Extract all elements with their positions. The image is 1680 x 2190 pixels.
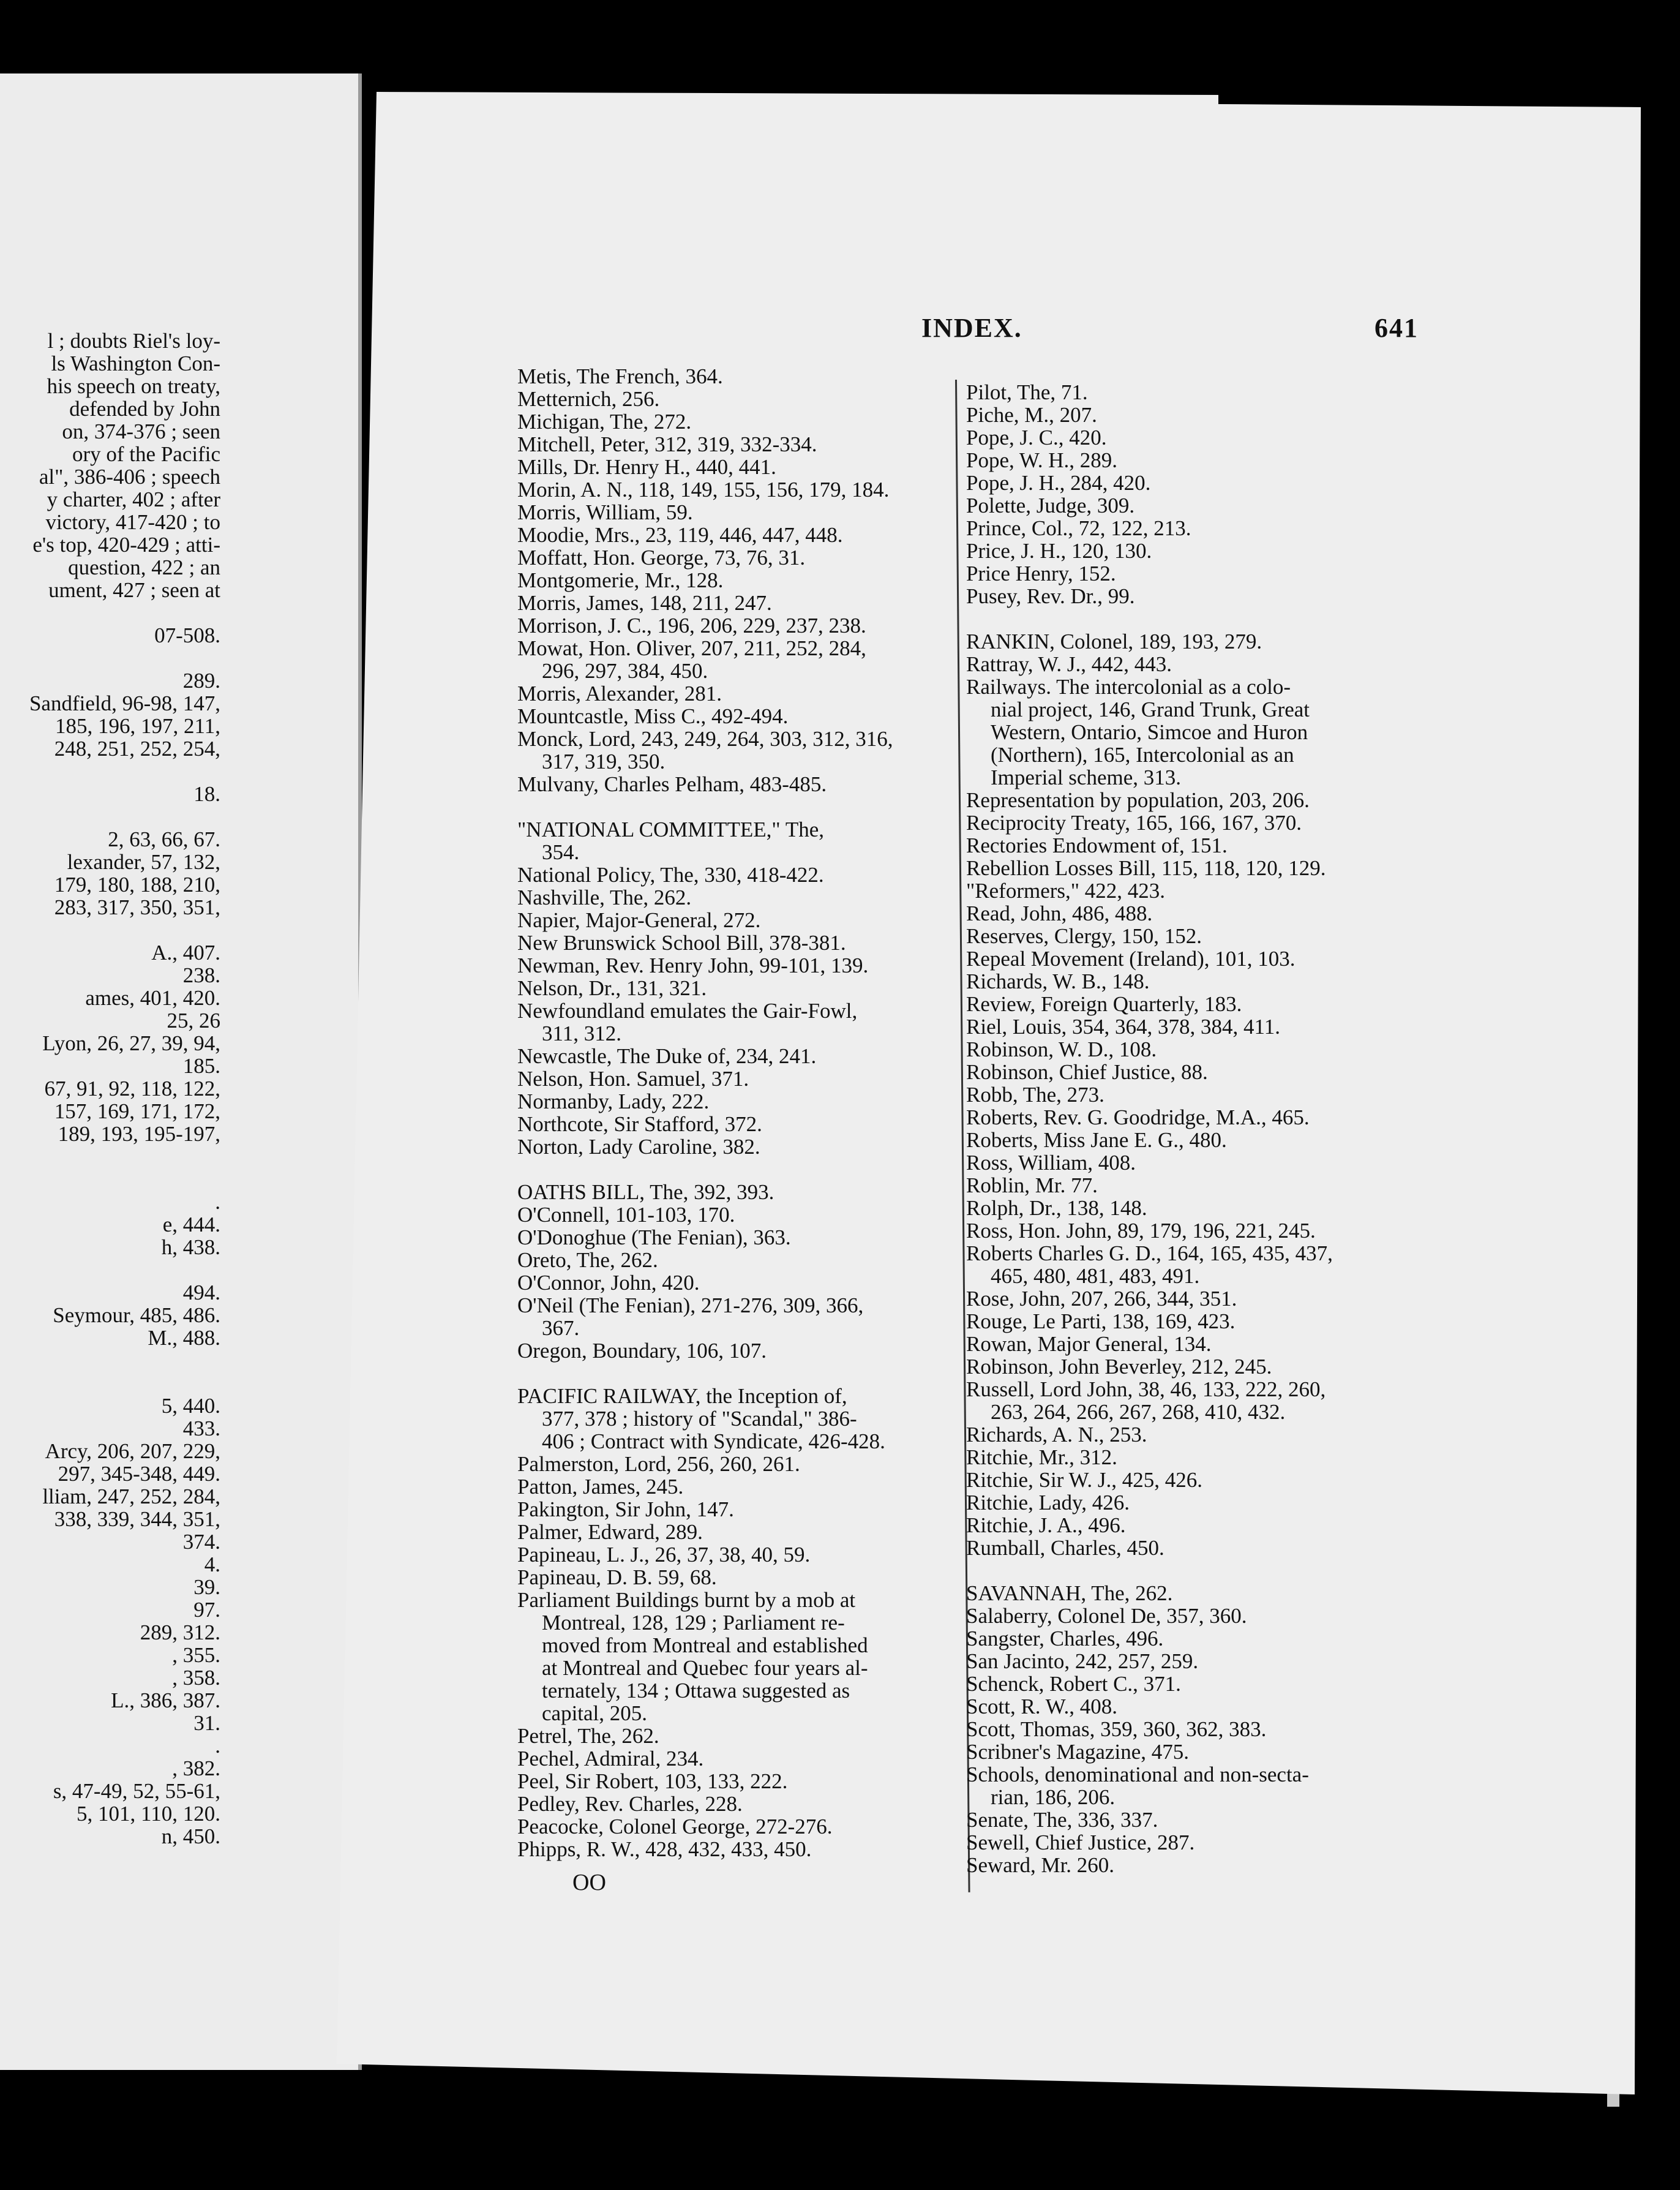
previous-page-line (0, 1349, 220, 1372)
previous-page-line: 189, 193, 195-197, (58, 1122, 220, 1146)
index-entry: Norton, Lady Caroline, 382. (517, 1135, 760, 1159)
index-entry: Morin, A. N., 118, 149, 155, 156, 179, 184. (517, 478, 890, 502)
index-entry: Polette, Judge, 309. (966, 494, 1135, 517)
index-entry: Richards, W. B., 148. (966, 969, 1150, 993)
previous-page (0, 73, 362, 2070)
previous-page-line: 157, 169, 171, 172, (54, 1099, 220, 1123)
index-entry: Price Henry, 152. (966, 562, 1116, 585)
index-entry: Morris, Alexander, 281. (517, 682, 722, 706)
index-entry: Roberts, Rev. G. Goodridge, M.A., 465. (966, 1105, 1310, 1129)
index-entry: Sangster, Charles, 496. (966, 1627, 1164, 1650)
index-entry-continuation: Imperial scheme, 313. (991, 766, 1182, 789)
index-entry-continuation: 263, 264, 266, 267, 268, 410, 432. (991, 1400, 1286, 1424)
previous-page-line: 18. (193, 782, 220, 806)
previous-page-line: 374. (182, 1530, 220, 1554)
index-entry: O'Donoghue (The Fenian), 363. (517, 1225, 791, 1249)
index-entry: Palmerston, Lord, 256, 260, 261. (517, 1452, 800, 1476)
index-entry-continuation: 296, 297, 384, 450. (542, 659, 708, 683)
index-entry-continuation: capital, 205. (542, 1701, 648, 1725)
previous-page-line: 248, 251, 252, 254, (54, 737, 220, 761)
index-entry: Michigan, The, 272. (517, 410, 692, 434)
index-entry: Rebellion Losses Bill, 115, 118, 120, 129. (966, 856, 1326, 880)
previous-page-line: lliam, 247, 252, 284, (42, 1484, 220, 1508)
index-entry: O'Connell, 101-103, 170. (517, 1203, 735, 1227)
index-entry: Review, Foreign Quarterly, 183. (966, 992, 1242, 1016)
index-entry: Ross, William, 408. (966, 1151, 1136, 1175)
previous-page-line: 07-508. (154, 623, 220, 647)
index-entry: Oregon, Boundary, 106, 107. (517, 1339, 767, 1363)
previous-page-line: 67, 91, 92, 118, 122, (44, 1077, 220, 1101)
index-entry: Rouge, Le Parti, 138, 169, 423. (966, 1309, 1236, 1333)
index-entry: Salaberry, Colonel De, 357, 360. (966, 1604, 1247, 1628)
previous-page-line (0, 1168, 220, 1191)
index-entry: National Policy, The, 330, 418-422. (517, 863, 824, 887)
index-entry-continuation: (Northern), 165, Intercolonial as an (991, 743, 1294, 767)
index-entry: Sewell, Chief Justice, 287. (966, 1831, 1195, 1854)
previous-page-line: his speech on treaty, (47, 374, 220, 398)
previous-page-line (0, 760, 220, 783)
previous-page-line: victory, 417-420 ; to (45, 510, 220, 534)
index-entry: Morrison, J. C., 196, 206, 229, 237, 238. (517, 614, 866, 638)
index-entry: Pope, W. H., 289. (966, 448, 1117, 472)
section-gap (517, 1362, 893, 1385)
index-entry: Moodie, Mrs., 23, 119, 446, 447, 448. (517, 523, 843, 547)
index-entry-continuation: 354. (542, 840, 580, 864)
index-entry: Price, J. H., 120, 130. (966, 539, 1152, 563)
index-entry: Morris, James, 148, 211, 247. (517, 591, 772, 615)
page-number: 641 (1374, 313, 1419, 343)
index-entry: Scott, Thomas, 359, 360, 362, 383. (966, 1717, 1267, 1741)
index-entry: RANKIN, Colonel, 189, 193, 279. (966, 630, 1262, 653)
index-entry: Roberts, Miss Jane E. G., 480. (966, 1128, 1227, 1152)
previous-page-line (0, 1259, 220, 1281)
page-title: INDEX. (921, 313, 1022, 343)
index-entry: Piche, M., 207. (966, 403, 1097, 427)
index-entry: Mountcastle, Miss C., 492-494. (517, 704, 789, 728)
previous-page-line: 5, 440. (161, 1394, 220, 1418)
index-entry: "NATIONAL COMMITTEE," The, (517, 818, 825, 841)
index-entry: Patton, James, 245. (517, 1475, 684, 1499)
index-entry: Read, John, 486, 488. (966, 901, 1153, 925)
previous-page-line: 97. (193, 1598, 220, 1622)
previous-page-line: lexander, 57, 132, (67, 850, 220, 874)
previous-page-line: 2, 63, 66, 67. (108, 827, 220, 851)
index-entry: Nelson, Dr., 131, 321. (517, 976, 707, 1000)
index-entry: Pope, J. H., 284, 420. (966, 471, 1151, 495)
section-gap (517, 796, 893, 818)
previous-page-line: 185. (182, 1054, 220, 1078)
index-entry: Rolph, Dr., 138, 148. (966, 1196, 1147, 1220)
index-entry: Senate, The, 336, 337. (966, 1808, 1158, 1832)
index-entry: Napier, Major-General, 272. (517, 908, 761, 932)
index-entry: Palmer, Edward, 289. (517, 1520, 703, 1544)
index-entry: Repeal Movement (Ireland), 101, 103. (966, 947, 1296, 971)
index-entry: Richards, A. N., 253. (966, 1423, 1147, 1447)
index-entry: Newfoundland emulates the Gair-Fowl, (517, 999, 858, 1023)
index-entry: Roberts Charles G. D., 164, 165, 435, 437, (966, 1241, 1333, 1265)
index-entry: Moffatt, Hon. George, 73, 76, 31. (517, 546, 806, 570)
previous-page-line: e, 444. (162, 1213, 220, 1236)
index-entry: O'Connor, John, 420. (517, 1271, 700, 1295)
index-entry: Schools, denominational and non-secta- (966, 1763, 1309, 1786)
index-entry: Pope, J. C., 420. (966, 426, 1107, 450)
previous-page-line: y charter, 402 ; after (47, 487, 220, 511)
index-entry: Mulvany, Charles Pelham, 483-485. (517, 772, 827, 796)
index-entry: Robb, The, 273. (966, 1083, 1104, 1107)
previous-page-line: ames, 401, 420. (85, 986, 220, 1010)
index-entry: Reserves, Clergy, 150, 152. (966, 924, 1202, 948)
index-entry: Mills, Dr. Henry H., 440, 441. (517, 455, 776, 479)
index-entry-continuation: 465, 480, 481, 483, 491. (991, 1264, 1200, 1288)
index-entry: Robinson, Chief Justice, 88. (966, 1060, 1208, 1084)
index-entry-continuation: 406 ; Contract with Syndicate, 426-428. (542, 1429, 885, 1453)
index-entry-continuation: at Montreal and Quebec four years al- (542, 1656, 868, 1680)
previous-page-line (0, 601, 220, 624)
previous-page-line: h, 438. (161, 1235, 220, 1259)
index-entry: Nelson, Hon. Samuel, 371. (517, 1067, 749, 1091)
previous-page-line: , 355. (172, 1643, 220, 1667)
previous-page-line: al", 386-406 ; speech (39, 465, 220, 489)
index-entry: Morris, William, 59. (517, 500, 693, 524)
index-entry: Phipps, R. W., 428, 432, 433, 450. (517, 1837, 812, 1861)
index-entry: Newman, Rev. Henry John, 99-101, 139. (517, 954, 869, 977)
index-entry: Rowan, Major General, 134. (966, 1332, 1212, 1356)
index-entry: Ritchie, Sir W. J., 425, 426. (966, 1468, 1202, 1492)
previous-page-line: l ; doubts Riel's loy- (47, 329, 220, 353)
index-entry: Ross, Hon. John, 89, 179, 196, 221, 245. (966, 1219, 1316, 1243)
index-entry: Prince, Col., 72, 122, 213. (966, 516, 1191, 540)
index-entry: Pusey, Rev. Dr., 99. (966, 584, 1135, 608)
previous-page-line: . (215, 1734, 220, 1758)
previous-page-line: n, 450. (161, 1824, 220, 1848)
previous-page-line (0, 647, 220, 669)
index-entry: Metternich, 256. (517, 387, 660, 411)
previous-page-line: . (215, 1190, 220, 1214)
previous-page-line: 338, 339, 344, 351, (54, 1507, 220, 1531)
index-entry: Papineau, D. B. 59, 68. (517, 1565, 717, 1589)
previous-page-line: 238. (182, 963, 220, 987)
previous-page-line (0, 1372, 220, 1394)
index-entry: Pechel, Admiral, 234. (517, 1747, 704, 1770)
previous-page-line: L., 386, 387. (111, 1688, 220, 1712)
previous-page-line (0, 1145, 220, 1168)
index-entry: Peacocke, Colonel George, 272-276. (517, 1815, 833, 1838)
index-entry: Nashville, The, 262. (517, 886, 692, 909)
index-entry: Roblin, Mr. 77. (966, 1173, 1098, 1197)
previous-page-line: 31. (193, 1711, 220, 1735)
previous-page-line: defended by John (69, 397, 220, 421)
previous-page-line: Seymour, 485, 486. (53, 1303, 220, 1327)
index-entry: Newcastle, The Duke of, 234, 241. (517, 1044, 817, 1068)
previous-page-line: 185, 196, 197, 211, (55, 714, 220, 738)
index-entry: San Jacinto, 242, 257, 259. (966, 1649, 1199, 1673)
index-entry-continuation: 377, 378 ; history of "Scandal," 386- (542, 1407, 857, 1431)
index-entry: Robinson, W. D., 108. (966, 1037, 1157, 1061)
index-entry: Papineau, L. J., 26, 37, 38, 40, 59. (517, 1543, 811, 1567)
previous-page-line (0, 805, 220, 828)
index-entry: Petrel, The, 262. (517, 1724, 659, 1748)
previous-page-line: 289. (182, 669, 220, 693)
index-entry: Rattray, W. J., 442, 443. (966, 652, 1172, 676)
section-gap (517, 1158, 893, 1181)
previous-page-line: 39. (193, 1575, 220, 1599)
index-entry: Riel, Louis, 354, 364, 378, 384, 411. (966, 1015, 1281, 1039)
index-entry: Schenck, Robert C., 371. (966, 1672, 1181, 1696)
index-entry-continuation: 311, 312. (542, 1022, 621, 1045)
index-entry-continuation: 317, 319, 350. (542, 750, 666, 773)
index-entry: OATHS BILL, The, 392, 393. (517, 1180, 774, 1204)
index-entry: Northcote, Sir Stafford, 372. (517, 1112, 762, 1136)
index-column-right (966, 381, 1333, 1876)
index-entry: Russell, Lord John, 38, 46, 133, 222, 260, (966, 1377, 1326, 1401)
index-entry: Rectories Endowment of, 151. (966, 833, 1228, 857)
index-entry-continuation: moved from Montreal and established (542, 1633, 868, 1657)
previous-page-line: ument, 427 ; seen at (48, 578, 220, 602)
previous-page-line: Sandfield, 96-98, 147, (29, 691, 220, 715)
previous-page-line: question, 422 ; an (68, 555, 220, 579)
previous-page-text (0, 329, 220, 1848)
index-entry-continuation: Western, Ontario, Simcoe and Huron (991, 720, 1308, 744)
index-entry: Peel, Sir Robert, 103, 133, 222. (517, 1769, 788, 1793)
previous-page-line: 25, 26 (167, 1009, 220, 1033)
index-entry: Representation by population, 203, 206. (966, 788, 1310, 812)
index-entry: "Reformers," 422, 423. (966, 879, 1166, 903)
index-entry: O'Neil (The Fenian), 271-276, 309, 366, (517, 1293, 864, 1317)
previous-page-line: Arcy, 206, 207, 229, (45, 1439, 220, 1463)
previous-page-line: 289, 312. (140, 1620, 220, 1644)
previous-page-line: M., 488. (148, 1326, 220, 1350)
previous-page-line: 179, 180, 188, 210, (54, 873, 220, 897)
index-entry: Metis, The French, 364. (517, 364, 723, 388)
index-entry: Pilot, The, 71. (966, 380, 1088, 404)
previous-page-line: ory of the Pacific (72, 442, 220, 466)
index-entry: Pakington, Sir John, 147. (517, 1497, 734, 1521)
previous-page-line: on, 374-376 ; seen (62, 420, 220, 443)
index-entry: Scott, R. W., 408. (966, 1695, 1117, 1718)
previous-page-line: 297, 345-348, 449. (58, 1462, 220, 1486)
previous-page-line (0, 919, 220, 941)
index-entry: Mowat, Hon. Oliver, 207, 211, 252, 284, (517, 636, 866, 660)
index-entry-continuation: nial project, 146, Grand Trunk, Great (991, 698, 1310, 721)
previous-page-line: 4. (204, 1552, 220, 1576)
previous-page-line: e's top, 420-429 ; atti- (32, 533, 220, 557)
index-column-left (517, 365, 893, 1861)
index-entry: Railways. The intercolonial as a colo- (966, 675, 1291, 699)
index-entry: New Brunswick School Bill, 378-381. (517, 931, 846, 955)
index-entry: Pedley, Rev. Charles, 228. (517, 1792, 743, 1816)
signature-mark: OO (572, 1870, 606, 1895)
previous-page-line: s, 47-49, 52, 55-61, (53, 1779, 220, 1803)
previous-page-line: , 382. (172, 1756, 220, 1780)
index-entry: Seward, Mr. 260. (966, 1853, 1115, 1877)
index-entry: Parliament Buildings burnt by a mob at (517, 1588, 856, 1612)
section-gap (966, 1559, 1333, 1582)
index-entry: Montgomerie, Mr., 128. (517, 568, 724, 592)
index-entry: SAVANNAH, The, 262. (966, 1581, 1173, 1605)
index-entry: Oreto, The, 262. (517, 1248, 658, 1272)
previous-page-line: ls Washington Con- (51, 352, 220, 375)
index-entry: Robinson, John Beverley, 212, 245. (966, 1355, 1272, 1379)
index-entry: Normanby, Lady, 222. (517, 1089, 710, 1113)
section-gap (966, 608, 1333, 630)
index-entry-continuation: rian, 186, 206. (991, 1785, 1116, 1809)
index-entry: Ritchie, J. A., 496. (966, 1513, 1126, 1537)
index-entry-continuation: ternately, 134 ; Ottawa suggested as (542, 1679, 850, 1703)
index-entry-continuation: Montreal, 128, 129 ; Parliament re- (542, 1611, 845, 1635)
previous-page-line: 433. (182, 1417, 220, 1440)
index-entry: Monck, Lord, 243, 249, 264, 303, 312, 316, (517, 727, 893, 751)
index-entry: Reciprocity Treaty, 165, 166, 167, 370. (966, 811, 1302, 835)
index-entry: PACIFIC RAILWAY, the Inception of, (517, 1384, 847, 1408)
previous-page-line: 283, 317, 350, 351, (54, 895, 220, 919)
index-entry: Mitchell, Peter, 312, 319, 332-334. (517, 432, 817, 456)
previous-page-line: , 358. (172, 1666, 220, 1690)
previous-page-line: Lyon, 26, 27, 39, 94, (42, 1031, 220, 1055)
previous-page-line: 5, 101, 110, 120. (77, 1802, 220, 1826)
index-entry: Scribner's Magazine, 475. (966, 1740, 1189, 1764)
previous-page-line: A., 407. (151, 941, 220, 965)
index-entry: Rumball, Charles, 450. (966, 1536, 1164, 1560)
index-entry: Ritchie, Mr., 312. (966, 1445, 1117, 1469)
index-entry: Rose, John, 207, 266, 344, 351. (966, 1287, 1237, 1311)
previous-page-line: 494. (182, 1281, 220, 1304)
index-entry-continuation: 367. (542, 1316, 580, 1340)
index-entry: Ritchie, Lady, 426. (966, 1491, 1130, 1515)
